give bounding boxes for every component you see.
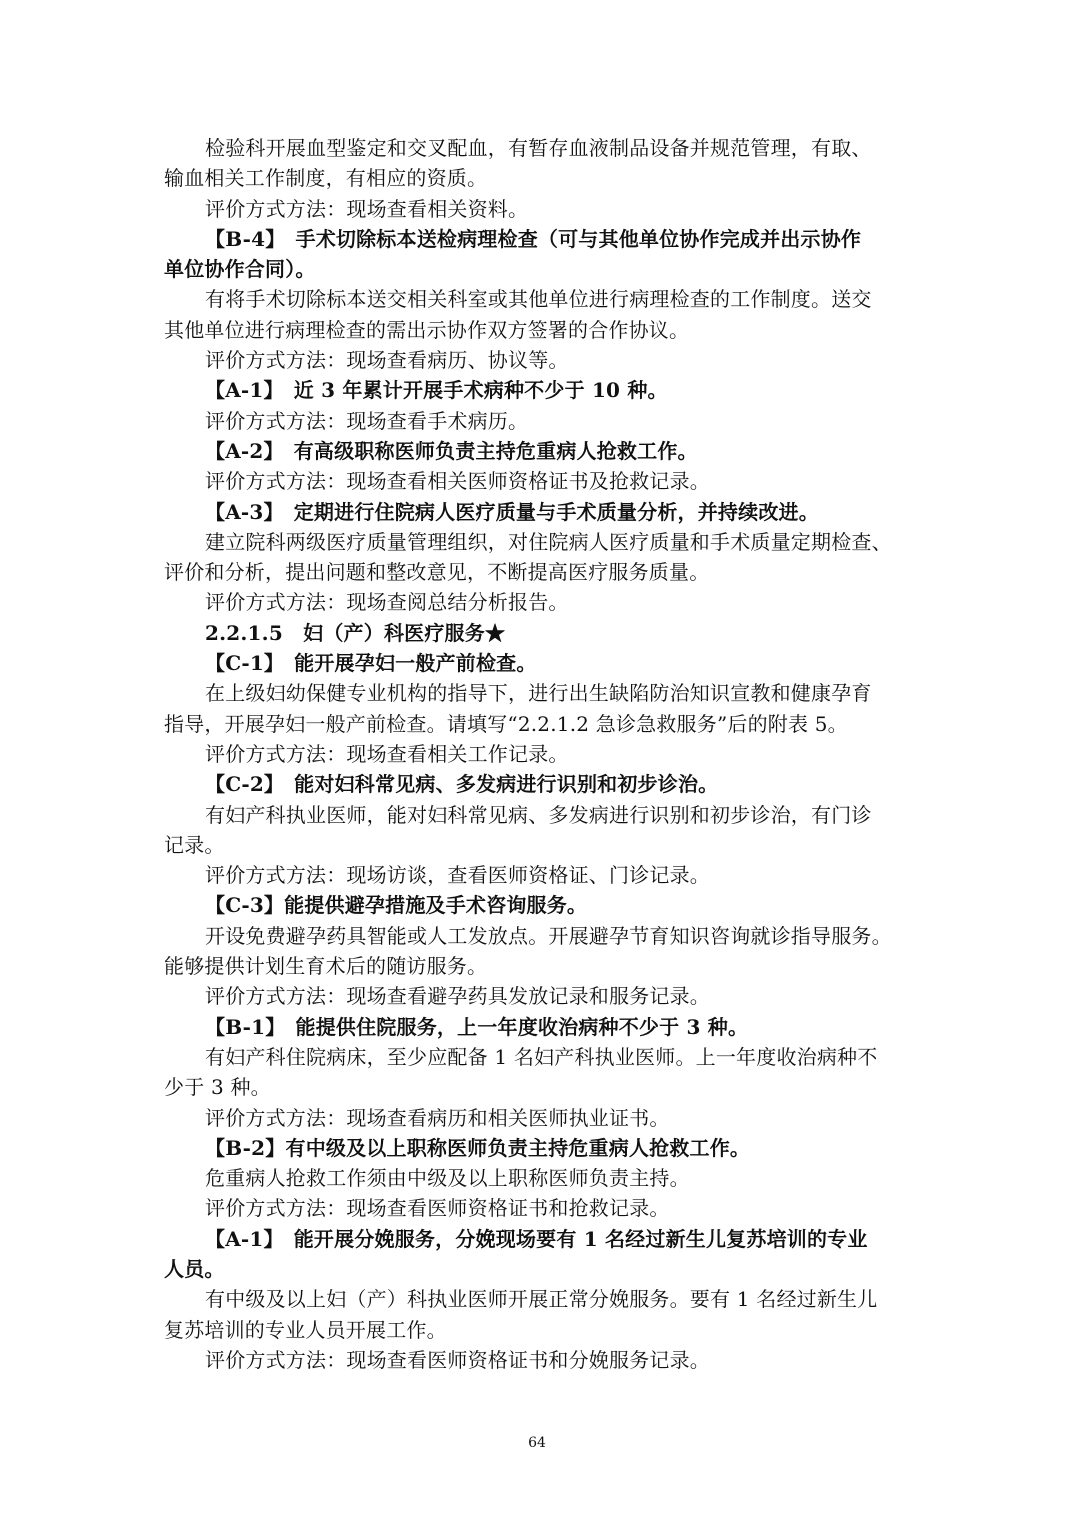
criterion-heading-continuation xyxy=(164,1254,914,1284)
criterion-heading-a2 xyxy=(164,436,914,466)
text-span: 评价方式方法：现场查看病历和相关医师执业证书。 xyxy=(205,1105,670,1130)
criterion-heading-a3 xyxy=(164,497,914,527)
criterion-heading-c1 xyxy=(164,648,914,678)
body-line xyxy=(164,284,914,314)
criterion-heading-a1 xyxy=(164,375,914,405)
body-line xyxy=(164,709,914,739)
text-span: 评价方式方法：现场查阅总结分析报告。 xyxy=(205,590,569,615)
page-content xyxy=(164,133,914,1375)
text-span: 评价方式方法：现场查看相关工作记录。 xyxy=(205,741,569,766)
body-line xyxy=(164,921,914,951)
evaluation-line xyxy=(164,406,914,436)
text-span: 评价方式方法：现场查看医师资格证书和分娩服务记录。 xyxy=(205,1347,710,1372)
text-span: 人员。 xyxy=(164,1256,225,1281)
section-title: 2.2.1.5 妇（产）科医疗服务★ xyxy=(205,620,506,645)
text-span: 有中级及以上妇（产）科执业医师开展正常分娩服务。要有 1 名经过新生儿 xyxy=(205,1287,878,1312)
text-span: 评价方式方法：现场查看相关资料。 xyxy=(205,196,529,221)
body-line xyxy=(164,557,914,587)
body-line xyxy=(164,163,914,193)
section-heading xyxy=(164,618,914,648)
body-line xyxy=(164,1163,914,1193)
text-span: 评价方式方法：现场查看病历、协议等。 xyxy=(205,348,569,373)
page-number: 64 xyxy=(528,1435,546,1451)
criterion-heading-b2 xyxy=(164,1133,914,1163)
evaluation-line xyxy=(164,587,914,617)
evaluation-line xyxy=(164,860,914,890)
text-span: 其他单位进行病理检查的需出示协作双方签署的合作协议。 xyxy=(164,317,690,342)
body-line xyxy=(164,1072,914,1102)
criterion-title: 能对妇科常见病、多发病进行识别和初步诊治。 xyxy=(294,772,719,797)
text-span: 建立院科两级医疗质量管理组织，对住院病人医疗质量和手术质量定期检查、 xyxy=(205,529,892,554)
text-span: 有妇产科执业医师，能对妇科常见病、多发病进行识别和初步诊治，有门诊 xyxy=(205,802,872,827)
body-line xyxy=(164,1042,914,1072)
criterion-heading-b1 xyxy=(164,1012,914,1042)
criterion-tag: 【A-3】 xyxy=(205,499,284,524)
criterion-title: 近 3 年累计开展手术病种不少于 10 种。 xyxy=(293,378,668,403)
text-span: 有妇产科住院病床，至少应配备 1 名妇产科执业医师。上一年度收治病种不 xyxy=(205,1044,878,1069)
criterion-title: 定期进行住院病人医疗质量与手术质量分析，并持续改进。 xyxy=(293,499,819,524)
evaluation-line xyxy=(164,466,914,496)
evaluation-line xyxy=(164,1103,914,1133)
criterion-tag: 【A-1】 xyxy=(205,1226,284,1251)
text-span: 输血相关工作制度，有相应的资质。 xyxy=(164,166,488,191)
criterion-title: 手术切除标本送检病理检查（可与其他单位协作完成并出示协作 xyxy=(295,226,862,251)
text-span: 危重病人抢救工作须由中级及以上职称医师负责主持。 xyxy=(205,1166,690,1191)
body-line xyxy=(164,800,914,830)
evaluation-line xyxy=(164,1345,914,1375)
criterion-title: 【C-3】能提供避孕措施及手术咨询服务。 xyxy=(205,893,588,918)
text-span: 指导，开展孕妇一般产前检查。请填写“2.2.1.2 急诊急救服务”后的附表 5。 xyxy=(164,711,848,736)
evaluation-line xyxy=(164,194,914,224)
body-line xyxy=(164,951,914,981)
text-span: 记录。 xyxy=(164,832,225,857)
criterion-heading-continuation xyxy=(164,254,914,284)
criterion-title: 能开展孕妇一般产前检查。 xyxy=(294,651,537,676)
criterion-tag: 【C-2】 xyxy=(205,772,285,797)
body-line xyxy=(164,678,914,708)
body-line xyxy=(164,1284,914,1314)
evaluation-line xyxy=(164,981,914,1011)
text-span: 有将手术切除标本送交相关科室或其他单位进行病理检查的工作制度。送交 xyxy=(205,287,872,312)
text-span: 评价和分析，提出问题和整改意见，不断提高医疗服务质量。 xyxy=(164,560,710,585)
criterion-tag: 【C-1】 xyxy=(205,651,285,676)
criterion-tag: 【B-1】 xyxy=(205,1014,286,1039)
text-span: 能够提供计划生育术后的随访服务。 xyxy=(164,954,488,979)
criterion-heading-b4 xyxy=(164,224,914,254)
criterion-title: 能开展分娩服务，分娩现场要有 1 名经过新生儿复苏培训的专业 xyxy=(293,1226,868,1251)
evaluation-line xyxy=(164,345,914,375)
evaluation-line xyxy=(164,1193,914,1223)
text-span: 检验科开展血型鉴定和交叉配血，有暂存血液制品设备并规范管理，有取、 xyxy=(205,136,872,160)
criterion-heading-a1-obstetric xyxy=(164,1224,914,1254)
text-span: 单位协作合同）。 xyxy=(164,257,316,282)
criterion-title: 【B-2】有中级及以上职称医师负责主持危重病人抢救工作。 xyxy=(205,1135,751,1160)
text-span: 评价方式方法：现场查看相关医师资格证书及抢救记录。 xyxy=(205,469,710,494)
text-span: 在上级妇幼保健专业机构的指导下，进行出生缺陷防治知识宣教和健康孕育 xyxy=(205,681,872,706)
body-line xyxy=(164,830,914,860)
text-span: 复苏培训的专业人员开展工作。 xyxy=(164,1317,447,1342)
text-span: 评价方式方法：现场查看医师资格证书和抢救记录。 xyxy=(205,1196,670,1221)
text-span: 评价方式方法：现场查看避孕药具发放记录和服务记录。 xyxy=(205,984,710,1009)
criterion-tag: 【B-4】 xyxy=(205,226,286,251)
criterion-title: 能提供住院服务，上一年度收治病种不少于 3 种。 xyxy=(295,1014,749,1039)
text-span: 评价方式方法：现场访谈，查看医师资格证、门诊记录。 xyxy=(205,863,710,888)
criterion-heading-c3 xyxy=(164,890,914,920)
text-span: 评价方式方法：现场查看手术病历。 xyxy=(205,408,529,433)
body-line xyxy=(164,133,914,163)
body-line xyxy=(164,1315,914,1345)
criterion-tag: 【A-1】 xyxy=(205,378,284,403)
criterion-tag: 【A-2】 xyxy=(205,438,284,463)
text-span: 少于 3 种。 xyxy=(164,1075,271,1100)
body-line xyxy=(164,315,914,345)
criterion-heading-c2 xyxy=(164,769,914,799)
body-line xyxy=(164,527,914,557)
criterion-title: 有高级职称医师负责主持危重病人抢救工作。 xyxy=(293,438,698,463)
evaluation-line xyxy=(164,739,914,769)
text-span: 开设免费避孕药具智能或人工发放点。开展避孕节育知识咨询就诊指导服务。 xyxy=(205,923,892,948)
